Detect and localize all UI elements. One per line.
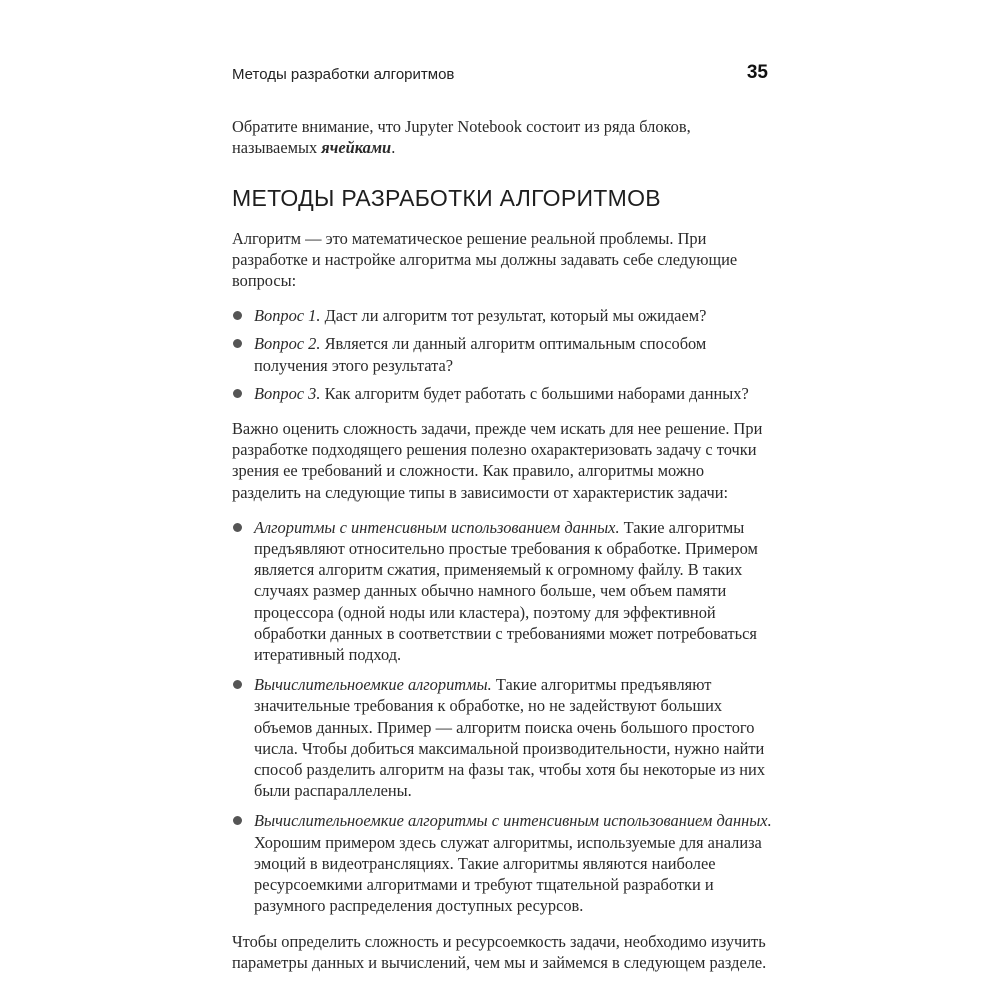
item-text: Такие алгоритмы предъявляют относительно простые требования к обработке. Примером является алгоритм сжатия, применяемый к огромному файлу. В таких случаях размер данных обычно намного больше, чем объем памяти процессора (одной ноды или кластера), поэтому для эффективной обработки данных в соответствии с требованиями может потребоваться итеративный подход. — [254, 517, 758, 665]
list-item — [232, 305, 772, 326]
page-header — [232, 62, 768, 86]
intro-paragraph — [232, 116, 772, 158]
item-text: Хорошим примером здесь служат алгоритмы, используемые для анализа эмоций в видеотрансляциях. Такие алгоритмы являются наиболее ресурсоемкими алгоритмами и требуют тщательной разработки и разумного распределения доступных ресурсов. — [254, 832, 762, 916]
paragraph-3: Чтобы определить сложность и ресурсоемкость задачи, необходимо изучить параметры данных и вычислений, чем мы и займемся в следующем разделе. — [232, 931, 767, 972]
item-term: Вопрос 2. — [254, 334, 321, 354]
bullet-icon — [233, 339, 242, 348]
item-term: Алгоритмы с интенсивным использованием данных. — [254, 517, 620, 537]
intro-text: Обратите внимание, что Jupyter Notebook состоит из ряда блоков, называемых — [232, 117, 691, 158]
item-term: Вопрос 1. — [254, 306, 321, 326]
intro-emphasis: ячейками — [321, 138, 392, 158]
item-text: Как алгоритм будет работать с большими наборами данных? — [320, 383, 749, 403]
item-term: Вычислительноемкие алгоритмы с интенсивным использованием данных. — [254, 811, 772, 831]
list-item — [232, 674, 772, 801]
item-text: Даст ли алгоритм тот результат, который мы ожидаем? — [320, 306, 707, 326]
bullet-icon — [233, 523, 242, 532]
running-title: Методы разработки алгоритмов — [232, 66, 455, 83]
item-term: Вопрос 3. — [254, 383, 321, 403]
list-item — [232, 333, 772, 375]
section-heading: МЕТОДЫ РАЗРАБОТКИ АЛГОРИТМОВ — [232, 185, 661, 212]
list-item — [232, 517, 772, 665]
paragraph-1: Алгоритм — это математическое решение реальной проблемы. При разработке и настройке алгоритма мы должны задавать себе следующие вопросы: — [232, 228, 738, 291]
bullet-icon — [233, 311, 242, 320]
algorithm-types-list — [232, 517, 772, 917]
item-text: Такие алгоритмы предъявляют значительные требования к обработке, но не задействуют больших объемов данных. Пример — алгоритм поиска очень большого простого числа. Чтобы добиться максимальной производительности, нужно найти способ разделить алгоритм на фазы так, чтобы хотя бы некоторые из них были распараллелены. — [254, 675, 766, 801]
body-text — [232, 116, 772, 987]
bullet-icon — [233, 680, 242, 689]
list-item — [232, 810, 772, 916]
page-number: 35 — [746, 62, 768, 83]
bullet-icon — [233, 389, 242, 398]
bullet-icon — [233, 816, 242, 825]
questions-list — [232, 305, 772, 404]
intro-text-end: . — [391, 138, 396, 158]
paragraph-2: Важно оценить сложность задачи, прежде чем искать для нее решение. При разработке подходящего решения полезно охарактеризовать задачу с точки зрения ее требований и сложности. Как правило, алгоритмы можно разделить на следующие типы в зависимости от характеристик задачи: — [232, 419, 763, 502]
item-term: Вычислительноемкие алгоритмы. — [254, 675, 492, 695]
item-text: Является ли данный алгоритм оптимальным способом получения этого результата? — [254, 334, 707, 375]
list-item — [232, 383, 772, 404]
